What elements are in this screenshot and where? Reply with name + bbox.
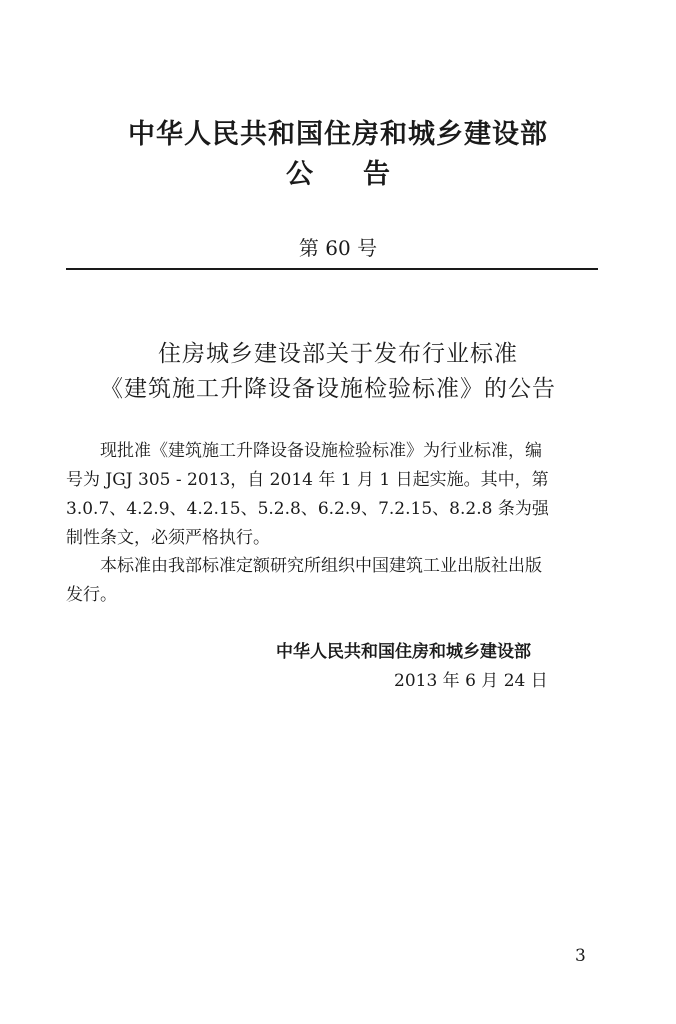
document-title-line-1: 住房城乡建设部关于发布行业标准 [158,341,518,367]
paragraph-line: 3.0.7、4.2.9、4.2.15、5.2.8、6.2.9、7.2.15、8.2.8 条为强 [66,499,549,519]
page-number: 3 [575,946,586,966]
ministry-header: 中华人民共和国住房和城乡建设部 [128,119,548,150]
body-paragraph-2 [66,552,606,610]
announcement-label: 公告 [286,159,440,190]
issue-number: 第 60 号 [298,236,378,260]
signature-date: 2013 年 6 月 24 日 [394,671,548,691]
paragraph-line: 制性条文，必须严格执行。 [66,528,270,548]
signature-issuer: 中华人民共和国住房和城乡建设部 [276,642,531,662]
paragraph-line: 发行。 [66,585,117,605]
paragraph-line: 本标准由我部标准定额研究所组织中国建筑工业出版社出版 [100,556,542,576]
document-title-line-2: 《建筑施工升降设备设施检验标准》的公告 [100,376,556,402]
header-divider [66,268,598,270]
paragraph-line: 现批准《建筑施工升降设备设施检验标准》为行业标准，编 [100,441,542,461]
paragraph-line: 号为 JGJ 305 - 2013，自 2014 年 1 月 1 日起实施。其中，第 [66,470,549,490]
body-paragraph-1 [66,437,606,553]
